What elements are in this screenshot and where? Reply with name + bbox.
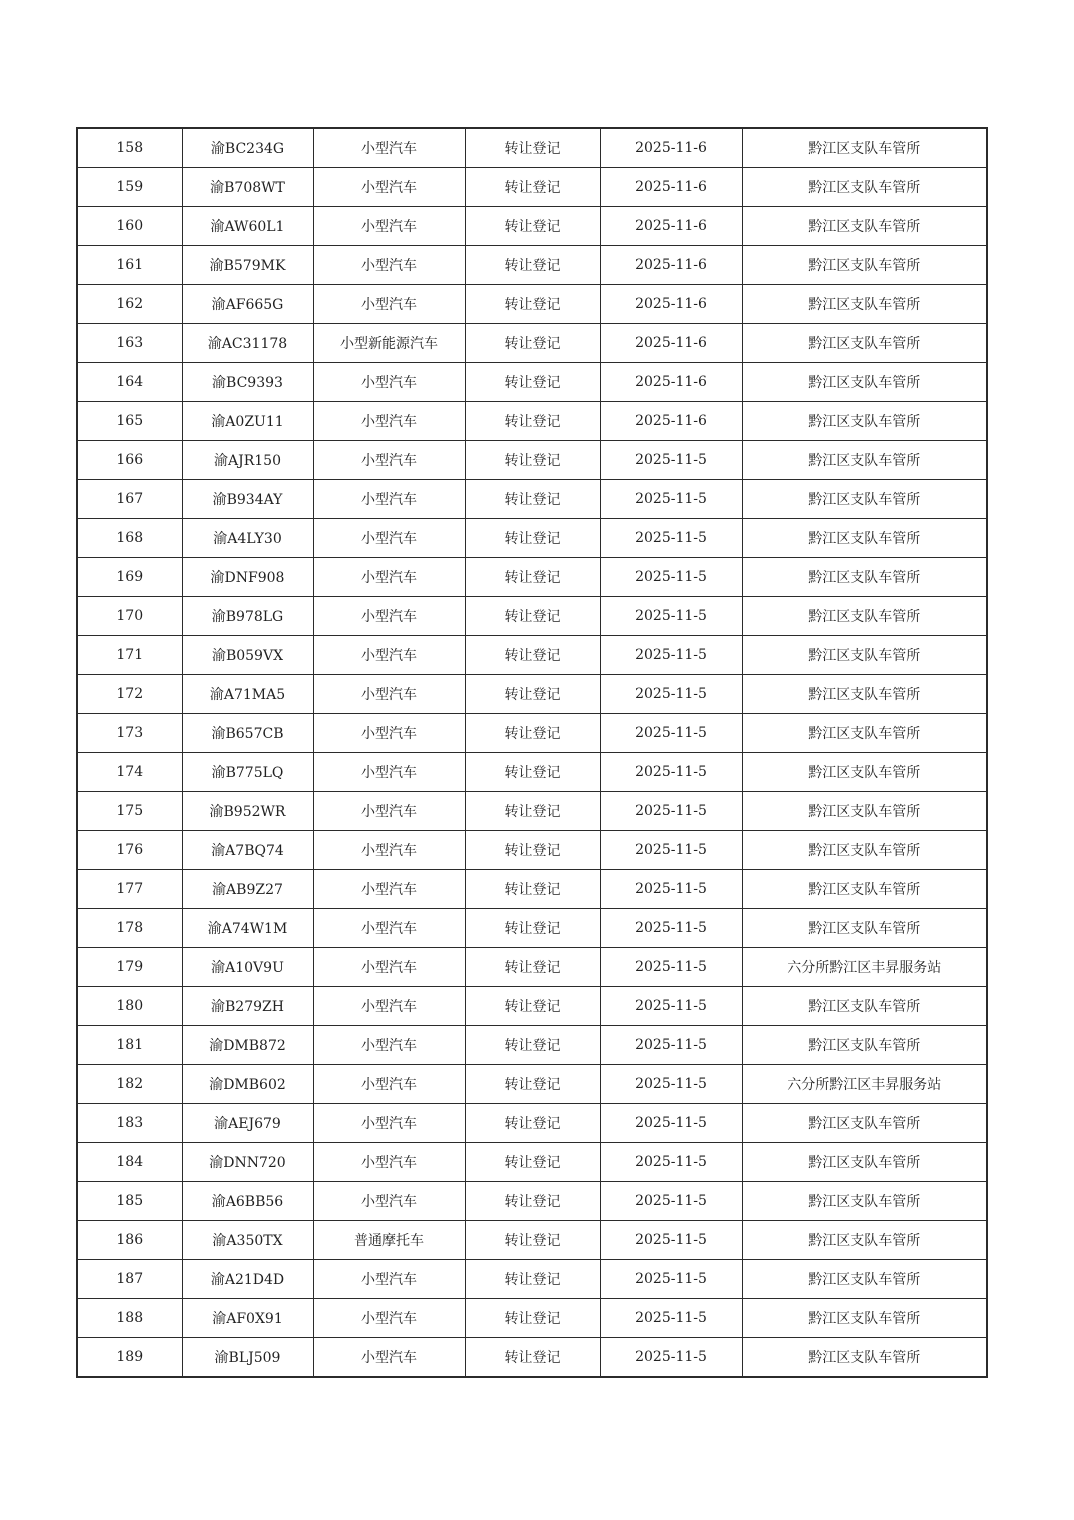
plate-number-cell: 渝B059VX [182, 636, 313, 675]
office-cell: 黔江区支队车管所 [742, 558, 987, 597]
plate-number-cell: 渝BC9393 [182, 363, 313, 402]
office-cell: 黔江区支队车管所 [742, 519, 987, 558]
office-cell: 黔江区支队车管所 [742, 870, 987, 909]
vehicle-type-cell: 小型汽车 [313, 441, 465, 480]
vehicle-type-cell: 小型汽车 [313, 714, 465, 753]
office-cell: 黔江区支队车管所 [742, 324, 987, 363]
office-cell: 黔江区支队车管所 [742, 714, 987, 753]
vehicle-type-cell: 小型汽车 [313, 519, 465, 558]
business-type-cell: 转让登记 [465, 1104, 600, 1143]
business-type-cell: 转让登记 [465, 285, 600, 324]
office-cell: 黔江区支队车管所 [742, 831, 987, 870]
table-row [77, 714, 987, 753]
row-number-cell: 179 [77, 948, 182, 987]
office-cell: 黔江区支队车管所 [742, 1104, 987, 1143]
plate-number-cell: 渝A21D4D [182, 1260, 313, 1299]
office-cell: 黔江区支队车管所 [742, 675, 987, 714]
plate-number-cell: 渝DNF908 [182, 558, 313, 597]
plate-number-cell: 渝B579MK [182, 246, 313, 285]
office-cell: 黔江区支队车管所 [742, 1260, 987, 1299]
office-cell: 六分所黔江区丰昇服务站 [742, 948, 987, 987]
table-row [77, 363, 987, 402]
business-type-cell: 转让登记 [465, 792, 600, 831]
office-cell: 黔江区支队车管所 [742, 441, 987, 480]
table-row [77, 1182, 987, 1221]
plate-number-cell: 渝AC31178 [182, 324, 313, 363]
vehicle-type-cell: 小型汽车 [313, 480, 465, 519]
date-cell: 2025-11-5 [600, 1338, 742, 1378]
business-type-cell: 转让登记 [465, 1065, 600, 1104]
date-cell: 2025-11-5 [600, 1104, 742, 1143]
date-cell: 2025-11-5 [600, 831, 742, 870]
business-type-cell: 转让登记 [465, 987, 600, 1026]
business-type-cell: 转让登记 [465, 1182, 600, 1221]
row-number-cell: 159 [77, 168, 182, 207]
office-cell: 黔江区支队车管所 [742, 207, 987, 246]
table-row [77, 246, 987, 285]
vehicle-type-cell: 小型汽车 [313, 363, 465, 402]
table-row [77, 441, 987, 480]
table-row [77, 597, 987, 636]
date-cell: 2025-11-5 [600, 675, 742, 714]
row-number-cell: 165 [77, 402, 182, 441]
business-type-cell: 转让登记 [465, 1026, 600, 1065]
date-cell: 2025-11-5 [600, 792, 742, 831]
business-type-cell: 转让登记 [465, 1338, 600, 1378]
date-cell: 2025-11-5 [600, 1260, 742, 1299]
row-number-cell: 160 [77, 207, 182, 246]
vehicle-type-cell: 小型汽车 [313, 948, 465, 987]
row-number-cell: 182 [77, 1065, 182, 1104]
vehicle-type-cell: 普通摩托车 [313, 1221, 465, 1260]
date-cell: 2025-11-5 [600, 714, 742, 753]
vehicle-type-cell: 小型新能源汽车 [313, 324, 465, 363]
vehicle-type-cell: 小型汽车 [313, 831, 465, 870]
table-row [77, 1026, 987, 1065]
row-number-cell: 173 [77, 714, 182, 753]
office-cell: 黔江区支队车管所 [742, 597, 987, 636]
vehicle-type-cell: 小型汽车 [313, 558, 465, 597]
table-row [77, 792, 987, 831]
table-row [77, 909, 987, 948]
row-number-cell: 158 [77, 128, 182, 168]
table-row [77, 636, 987, 675]
plate-number-cell: 渝A0ZU11 [182, 402, 313, 441]
vehicle-type-cell: 小型汽车 [313, 1338, 465, 1378]
business-type-cell: 转让登记 [465, 831, 600, 870]
date-cell: 2025-11-5 [600, 753, 742, 792]
plate-number-cell: 渝B657CB [182, 714, 313, 753]
date-cell: 2025-11-6 [600, 324, 742, 363]
row-number-cell: 174 [77, 753, 182, 792]
office-cell: 黔江区支队车管所 [742, 636, 987, 675]
row-number-cell: 168 [77, 519, 182, 558]
office-cell: 黔江区支队车管所 [742, 285, 987, 324]
row-number-cell: 169 [77, 558, 182, 597]
vehicle-type-cell: 小型汽车 [313, 1143, 465, 1182]
row-number-cell: 183 [77, 1104, 182, 1143]
plate-number-cell: 渝DMB602 [182, 1065, 313, 1104]
business-type-cell: 转让登记 [465, 128, 600, 168]
row-number-cell: 189 [77, 1338, 182, 1378]
date-cell: 2025-11-6 [600, 168, 742, 207]
date-cell: 2025-11-6 [600, 285, 742, 324]
plate-number-cell: 渝B708WT [182, 168, 313, 207]
plate-number-cell: 渝AEJ679 [182, 1104, 313, 1143]
business-type-cell: 转让登记 [465, 714, 600, 753]
vehicle-type-cell: 小型汽车 [313, 1260, 465, 1299]
vehicle-type-cell: 小型汽车 [313, 636, 465, 675]
office-cell: 黔江区支队车管所 [742, 1221, 987, 1260]
office-cell: 六分所黔江区丰昇服务站 [742, 1065, 987, 1104]
date-cell: 2025-11-5 [600, 909, 742, 948]
row-number-cell: 175 [77, 792, 182, 831]
vehicle-type-cell: 小型汽车 [313, 597, 465, 636]
business-type-cell: 转让登记 [465, 753, 600, 792]
vehicle-type-cell: 小型汽车 [313, 753, 465, 792]
office-cell: 黔江区支队车管所 [742, 1182, 987, 1221]
table-row [77, 1299, 987, 1338]
date-cell: 2025-11-5 [600, 1143, 742, 1182]
row-number-cell: 181 [77, 1026, 182, 1065]
row-number-cell: 167 [77, 480, 182, 519]
business-type-cell: 转让登记 [465, 1221, 600, 1260]
office-cell: 黔江区支队车管所 [742, 246, 987, 285]
office-cell: 黔江区支队车管所 [742, 1299, 987, 1338]
date-cell: 2025-11-5 [600, 597, 742, 636]
date-cell: 2025-11-5 [600, 870, 742, 909]
business-type-cell: 转让登记 [465, 363, 600, 402]
office-cell: 黔江区支队车管所 [742, 753, 987, 792]
business-type-cell: 转让登记 [465, 1143, 600, 1182]
table-row [77, 1221, 987, 1260]
vehicle-type-cell: 小型汽车 [313, 870, 465, 909]
plate-number-cell: 渝AF665G [182, 285, 313, 324]
business-type-cell: 转让登记 [465, 324, 600, 363]
plate-number-cell: 渝A71MA5 [182, 675, 313, 714]
vehicle-type-cell: 小型汽车 [313, 792, 465, 831]
plate-number-cell: 渝A7BQ74 [182, 831, 313, 870]
date-cell: 2025-11-5 [600, 558, 742, 597]
vehicle-type-cell: 小型汽车 [313, 1182, 465, 1221]
business-type-cell: 转让登记 [465, 519, 600, 558]
office-cell: 黔江区支队车管所 [742, 987, 987, 1026]
office-cell: 黔江区支队车管所 [742, 402, 987, 441]
row-number-cell: 163 [77, 324, 182, 363]
table-row [77, 948, 987, 987]
table-row [77, 753, 987, 792]
row-number-cell: 170 [77, 597, 182, 636]
office-cell: 黔江区支队车管所 [742, 1143, 987, 1182]
vehicle-type-cell: 小型汽车 [313, 909, 465, 948]
table-row [77, 831, 987, 870]
row-number-cell: 176 [77, 831, 182, 870]
business-type-cell: 转让登记 [465, 480, 600, 519]
business-type-cell: 转让登记 [465, 597, 600, 636]
business-type-cell: 转让登记 [465, 402, 600, 441]
plate-number-cell: 渝DNN720 [182, 1143, 313, 1182]
plate-number-cell: 渝B952WR [182, 792, 313, 831]
date-cell: 2025-11-6 [600, 207, 742, 246]
row-number-cell: 184 [77, 1143, 182, 1182]
row-number-cell: 172 [77, 675, 182, 714]
table-row [77, 207, 987, 246]
date-cell: 2025-11-5 [600, 948, 742, 987]
plate-number-cell: 渝A6BB56 [182, 1182, 313, 1221]
plate-number-cell: 渝BLJ509 [182, 1338, 313, 1378]
plate-number-cell: 渝BC234G [182, 128, 313, 168]
business-type-cell: 转让登记 [465, 870, 600, 909]
business-type-cell: 转让登记 [465, 246, 600, 285]
row-number-cell: 161 [77, 246, 182, 285]
table-row [77, 402, 987, 441]
table-row [77, 1065, 987, 1104]
vehicle-type-cell: 小型汽车 [313, 246, 465, 285]
date-cell: 2025-11-5 [600, 636, 742, 675]
table-row [77, 870, 987, 909]
table-row [77, 675, 987, 714]
plate-number-cell: 渝A4LY30 [182, 519, 313, 558]
business-type-cell: 转让登记 [465, 948, 600, 987]
vehicle-type-cell: 小型汽车 [313, 402, 465, 441]
row-number-cell: 162 [77, 285, 182, 324]
table-row [77, 987, 987, 1026]
vehicle-type-cell: 小型汽车 [313, 1299, 465, 1338]
vehicle-type-cell: 小型汽车 [313, 1065, 465, 1104]
vehicle-type-cell: 小型汽车 [313, 1104, 465, 1143]
date-cell: 2025-11-6 [600, 246, 742, 285]
business-type-cell: 转让登记 [465, 1299, 600, 1338]
row-number-cell: 171 [77, 636, 182, 675]
office-cell: 黔江区支队车管所 [742, 128, 987, 168]
table-row [77, 285, 987, 324]
table-row [77, 558, 987, 597]
office-cell: 黔江区支队车管所 [742, 909, 987, 948]
table-row [77, 519, 987, 558]
plate-number-cell: 渝A74W1M [182, 909, 313, 948]
vehicle-type-cell: 小型汽车 [313, 207, 465, 246]
date-cell: 2025-11-5 [600, 1299, 742, 1338]
table-row [77, 324, 987, 363]
vehicle-type-cell: 小型汽车 [313, 987, 465, 1026]
row-number-cell: 177 [77, 870, 182, 909]
date-cell: 2025-11-5 [600, 1182, 742, 1221]
vehicle-transfer-table [76, 127, 988, 1378]
plate-number-cell: 渝B934AY [182, 480, 313, 519]
business-type-cell: 转让登记 [465, 909, 600, 948]
date-cell: 2025-11-5 [600, 1221, 742, 1260]
plate-number-cell: 渝B978LG [182, 597, 313, 636]
business-type-cell: 转让登记 [465, 636, 600, 675]
table-row [77, 1143, 987, 1182]
row-number-cell: 188 [77, 1299, 182, 1338]
row-number-cell: 187 [77, 1260, 182, 1299]
vehicle-type-cell: 小型汽车 [313, 128, 465, 168]
plate-number-cell: 渝B279ZH [182, 987, 313, 1026]
row-number-cell: 185 [77, 1182, 182, 1221]
business-type-cell: 转让登记 [465, 1260, 600, 1299]
plate-number-cell: 渝A350TX [182, 1221, 313, 1260]
date-cell: 2025-11-6 [600, 363, 742, 402]
office-cell: 黔江区支队车管所 [742, 1026, 987, 1065]
plate-number-cell: 渝AJR150 [182, 441, 313, 480]
business-type-cell: 转让登记 [465, 675, 600, 714]
row-number-cell: 164 [77, 363, 182, 402]
table-row [77, 1260, 987, 1299]
plate-number-cell: 渝A10V9U [182, 948, 313, 987]
date-cell: 2025-11-5 [600, 441, 742, 480]
date-cell: 2025-11-5 [600, 1065, 742, 1104]
table-body [77, 128, 987, 1377]
row-number-cell: 186 [77, 1221, 182, 1260]
date-cell: 2025-11-5 [600, 480, 742, 519]
table-row [77, 128, 987, 168]
table-row [77, 1338, 987, 1378]
office-cell: 黔江区支队车管所 [742, 480, 987, 519]
date-cell: 2025-11-5 [600, 519, 742, 558]
plate-number-cell: 渝DMB872 [182, 1026, 313, 1065]
vehicle-type-cell: 小型汽车 [313, 675, 465, 714]
office-cell: 黔江区支队车管所 [742, 1338, 987, 1378]
vehicle-type-cell: 小型汽车 [313, 168, 465, 207]
date-cell: 2025-11-5 [600, 987, 742, 1026]
row-number-cell: 178 [77, 909, 182, 948]
date-cell: 2025-11-5 [600, 1026, 742, 1065]
row-number-cell: 166 [77, 441, 182, 480]
plate-number-cell: 渝AF0X91 [182, 1299, 313, 1338]
plate-number-cell: 渝B775LQ [182, 753, 313, 792]
business-type-cell: 转让登记 [465, 558, 600, 597]
vehicle-type-cell: 小型汽车 [313, 285, 465, 324]
table-row [77, 1104, 987, 1143]
date-cell: 2025-11-6 [600, 128, 742, 168]
business-type-cell: 转让登记 [465, 441, 600, 480]
office-cell: 黔江区支队车管所 [742, 168, 987, 207]
office-cell: 黔江区支队车管所 [742, 363, 987, 402]
vehicle-type-cell: 小型汽车 [313, 1026, 465, 1065]
office-cell: 黔江区支队车管所 [742, 792, 987, 831]
table-row [77, 168, 987, 207]
row-number-cell: 180 [77, 987, 182, 1026]
plate-number-cell: 渝AB9Z27 [182, 870, 313, 909]
table-row [77, 480, 987, 519]
business-type-cell: 转让登记 [465, 168, 600, 207]
business-type-cell: 转让登记 [465, 207, 600, 246]
date-cell: 2025-11-6 [600, 402, 742, 441]
plate-number-cell: 渝AW60L1 [182, 207, 313, 246]
